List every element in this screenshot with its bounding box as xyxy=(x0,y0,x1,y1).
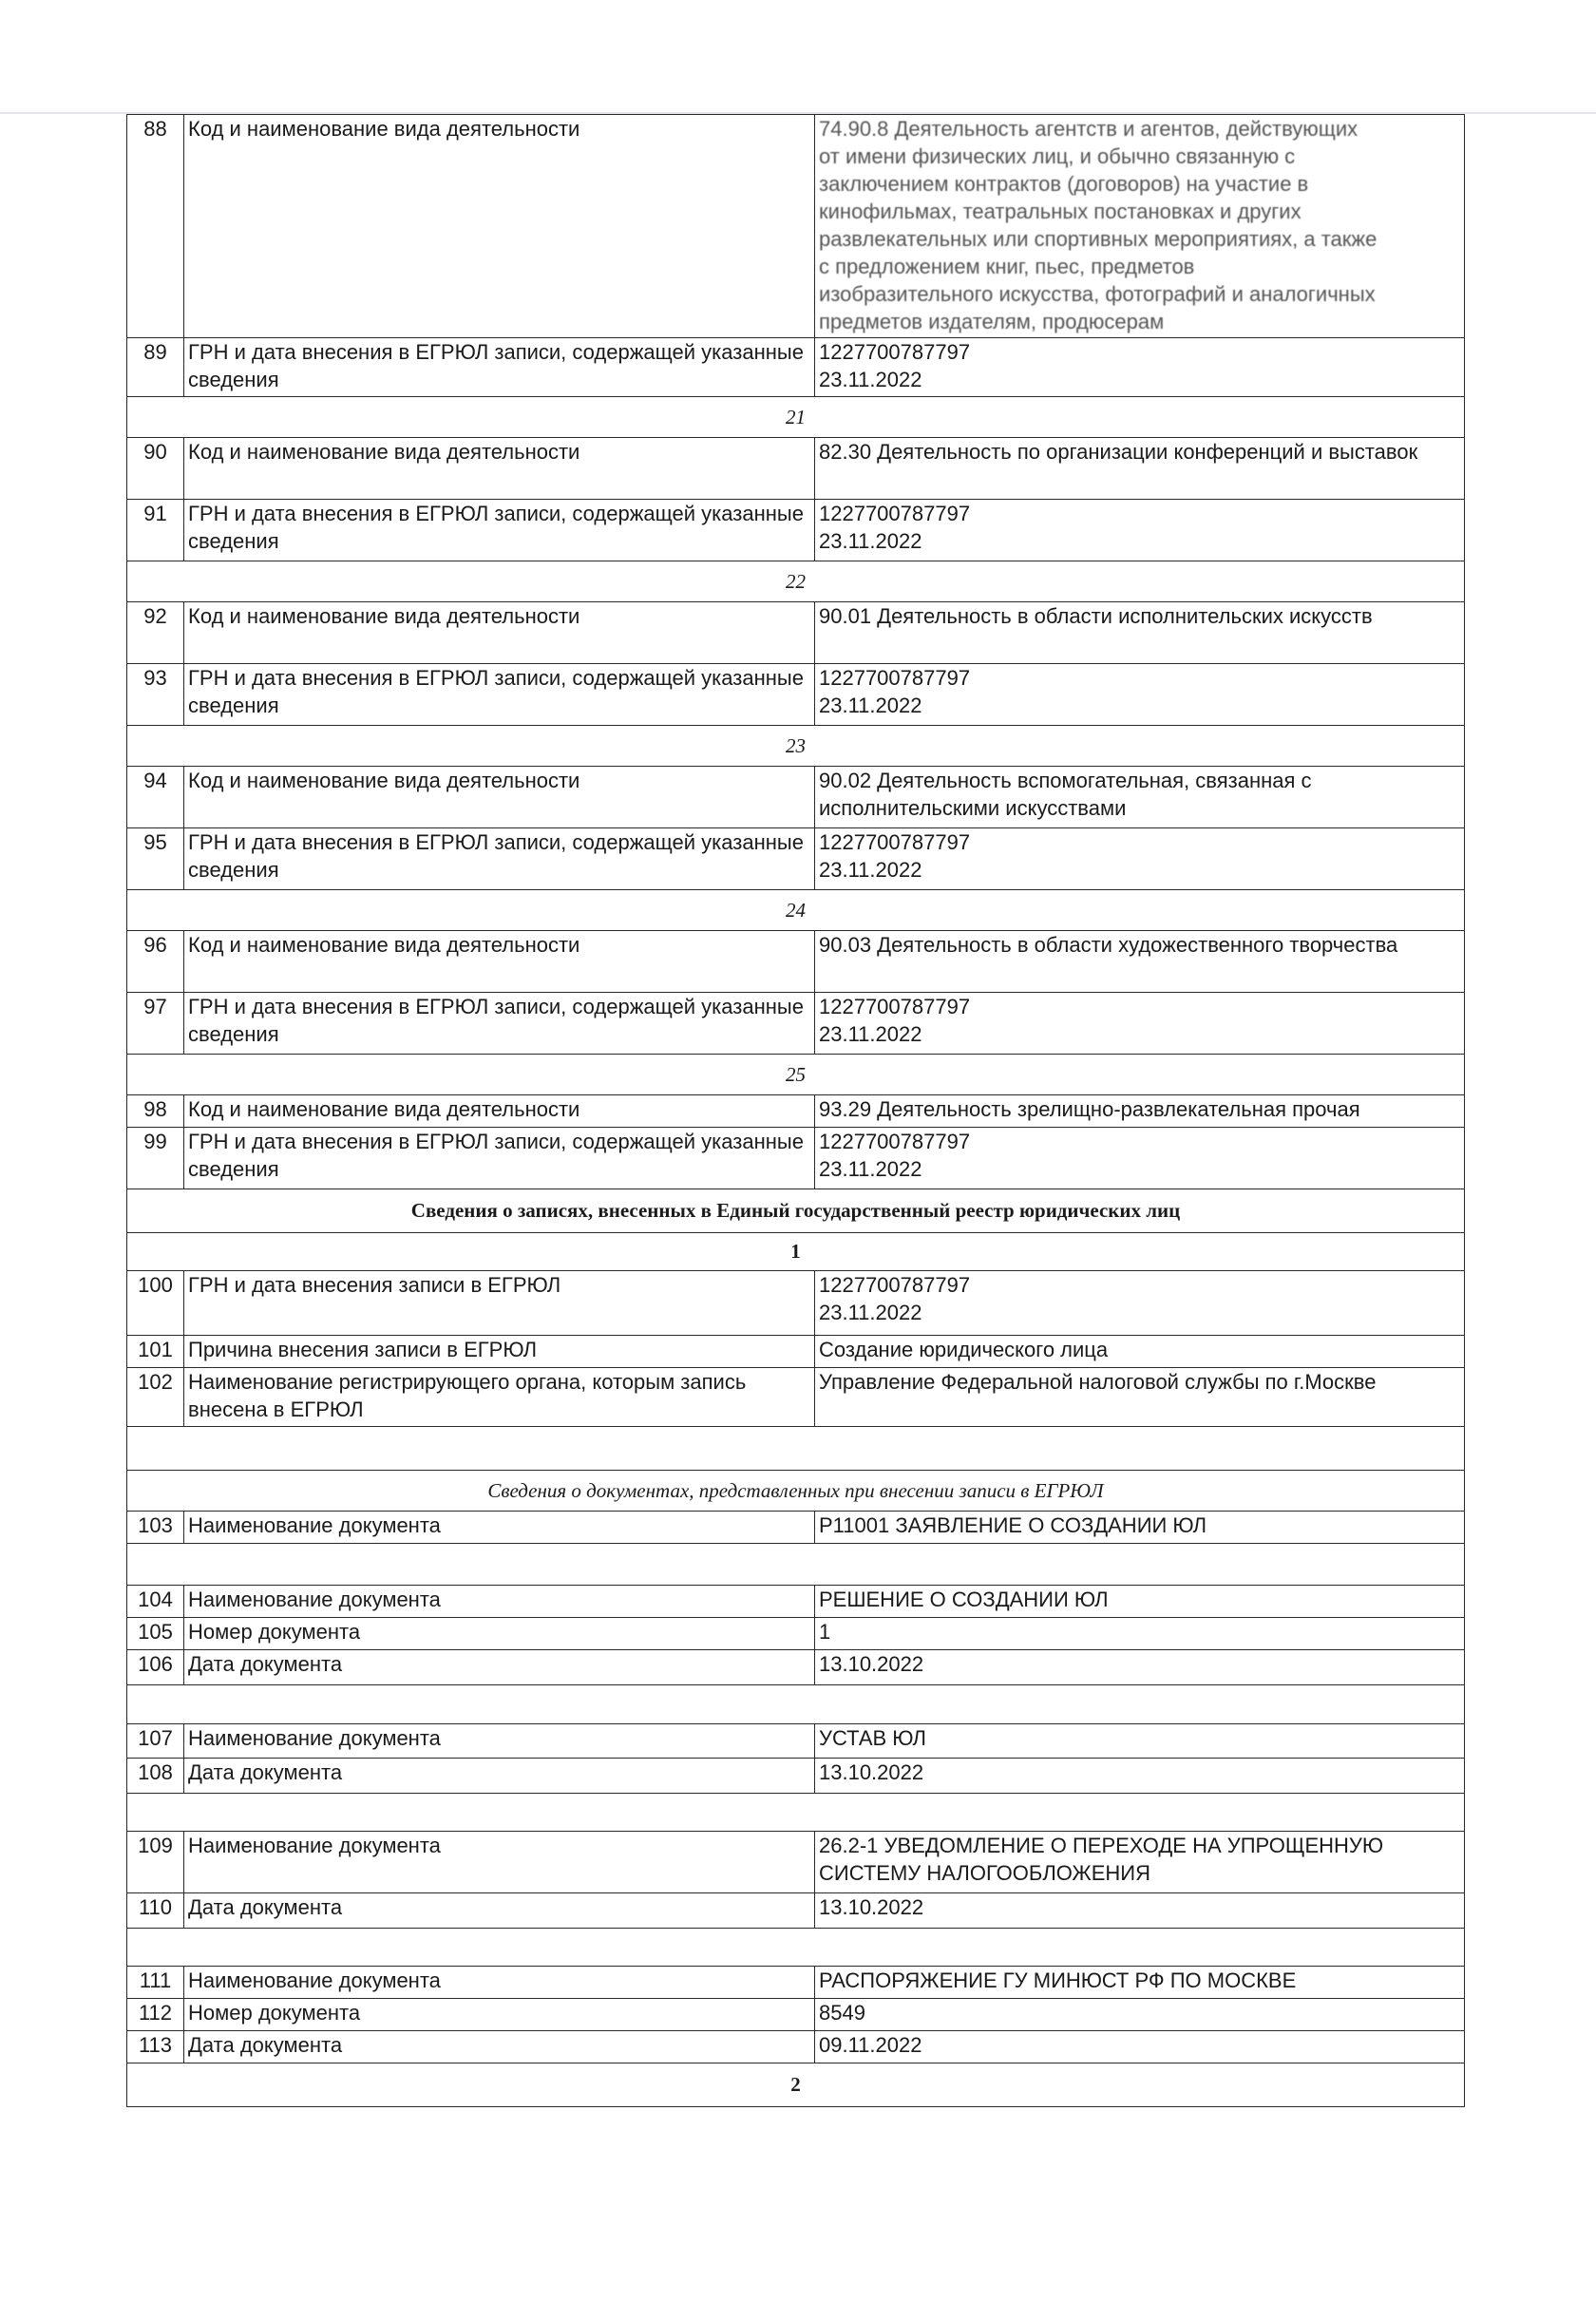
group-number-row xyxy=(127,1233,1465,1271)
field-label: Дата документа xyxy=(184,1893,815,1929)
empty-cell xyxy=(127,1685,1465,1724)
row-number: 99 xyxy=(127,1128,184,1189)
field-label: Код и наименование вида деятельности xyxy=(184,767,815,828)
egrul-extract-table xyxy=(126,114,1465,2107)
field-label: Код и наименование вида деятельности xyxy=(184,115,815,338)
row-number: 92 xyxy=(127,602,184,664)
row-number: 88 xyxy=(127,115,184,338)
field-value: Р11001 ЗАЯВЛЕНИЕ О СОЗДАНИИ ЮЛ xyxy=(815,1512,1465,1544)
field-value: 8549 xyxy=(815,1999,1465,2031)
empty-row xyxy=(127,1929,1465,1967)
table-row xyxy=(127,1128,1465,1189)
table-row xyxy=(127,931,1465,993)
field-value: 93.29 Деятельность зрелищно-развлекательная прочая xyxy=(815,1095,1465,1128)
field-value: 1227700787797 23.11.2022 xyxy=(815,828,1465,890)
row-number: 107 xyxy=(127,1724,184,1759)
field-value: 74.90.8 Деятельность агентств и агентов, действующих от имени физических лиц, и обычно связанную с заключением контрактов (договоров) на участие в кинофильмах, театральных постановках и других развлекательных или спортивных мероприятиях, а также с предложением книг, пьес, предметов изобразительного искусства, фотографий и аналогичных предметов издателям, продюсерам xyxy=(815,115,1465,338)
field-value: 1227700787797 23.11.2022 xyxy=(815,664,1465,726)
empty-cell xyxy=(127,1544,1465,1586)
empty-cell xyxy=(127,1929,1465,1967)
field-label: ГРН и дата внесения записи в ЕГРЮЛ xyxy=(184,1271,815,1336)
table-row xyxy=(127,1271,1465,1336)
field-value: 13.10.2022 xyxy=(815,1759,1465,1794)
table-row xyxy=(127,1618,1465,1650)
group-number-row xyxy=(127,2063,1465,2107)
table-row xyxy=(127,1999,1465,2031)
empty-cell xyxy=(127,1794,1465,1832)
table-row xyxy=(127,338,1465,397)
row-number: 104 xyxy=(127,1586,184,1618)
row-number: 106 xyxy=(127,1650,184,1685)
row-number: 91 xyxy=(127,500,184,561)
row-number: 89 xyxy=(127,338,184,397)
field-label: ГРН и дата внесения в ЕГРЮЛ записи, содержащей указанные сведения xyxy=(184,664,815,726)
field-label: ГРН и дата внесения в ЕГРЮЛ записи, содержащей указанные сведения xyxy=(184,1128,815,1189)
table-row xyxy=(127,1512,1465,1544)
field-value: Создание юридического лица xyxy=(815,1336,1465,1368)
field-label: Код и наименование вида деятельности xyxy=(184,1095,815,1128)
table-row xyxy=(127,1586,1465,1618)
row-number: 96 xyxy=(127,931,184,993)
row-number: 93 xyxy=(127,664,184,726)
field-value: УСТАВ ЮЛ xyxy=(815,1724,1465,1759)
field-value: 1 xyxy=(815,1618,1465,1650)
row-number: 112 xyxy=(127,1999,184,2031)
field-value: 1227700787797 23.11.2022 xyxy=(815,500,1465,561)
field-label: ГРН и дата внесения в ЕГРЮЛ записи, содержащей указанные сведения xyxy=(184,993,815,1055)
row-number: 101 xyxy=(127,1336,184,1368)
group-number: 2 xyxy=(127,2063,1465,2107)
group-number: 23 xyxy=(127,726,1465,767)
field-value: 26.2-1 УВЕДОМЛЕНИЕ О ПЕРЕХОДЕ НА УПРОЩЕННУЮ СИСТЕМУ НАЛОГООБЛОЖЕНИЯ xyxy=(815,1832,1465,1893)
field-value: 13.10.2022 xyxy=(815,1650,1465,1685)
row-number: 105 xyxy=(127,1618,184,1650)
section-heading xyxy=(127,1189,1465,1233)
row-number: 110 xyxy=(127,1893,184,1929)
field-label: Номер документа xyxy=(184,1618,815,1650)
table-row xyxy=(127,993,1465,1055)
field-value: 1227700787797 23.11.2022 xyxy=(815,1271,1465,1336)
field-value: РЕШЕНИЕ О СОЗДАНИИ ЮЛ xyxy=(815,1586,1465,1618)
section-title: Сведения о записях, внесенных в Единый государственный реестр юридических лиц xyxy=(127,1189,1465,1233)
scan-top-margin xyxy=(0,0,1596,114)
group-number: 24 xyxy=(127,890,1465,931)
table-row xyxy=(127,1724,1465,1759)
table-row xyxy=(127,1893,1465,1929)
table-row xyxy=(127,664,1465,726)
table-row xyxy=(127,1368,1465,1427)
field-value: 82.30 Деятельность по организации конференций и выставок xyxy=(815,438,1465,500)
table-row xyxy=(127,1832,1465,1893)
field-label: Дата документа xyxy=(184,2031,815,2063)
row-number: 97 xyxy=(127,993,184,1055)
field-label: Номер документа xyxy=(184,1999,815,2031)
empty-row xyxy=(127,1685,1465,1724)
field-label: Наименование регистрирующего органа, которым запись внесена в ЕГРЮЛ xyxy=(184,1368,815,1427)
row-number: 95 xyxy=(127,828,184,890)
field-label: ГРН и дата внесения в ЕГРЮЛ записи, содержащей указанные сведения xyxy=(184,828,815,890)
field-label: Наименование документа xyxy=(184,1586,815,1618)
table-row xyxy=(127,767,1465,828)
field-value: 90.01 Деятельность в области исполнительских искусств xyxy=(815,602,1465,664)
row-number: 111 xyxy=(127,1967,184,1999)
field-value: 1227700787797 23.11.2022 xyxy=(815,993,1465,1055)
row-number: 113 xyxy=(127,2031,184,2063)
table-row xyxy=(127,2031,1465,2063)
group-number: 21 xyxy=(127,397,1465,438)
table-row xyxy=(127,1336,1465,1368)
row-number: 102 xyxy=(127,1368,184,1427)
table-row xyxy=(127,1967,1465,1999)
row-number: 109 xyxy=(127,1832,184,1893)
field-label: Наименование документа xyxy=(184,1512,815,1544)
row-number: 90 xyxy=(127,438,184,500)
row-number: 103 xyxy=(127,1512,184,1544)
field-label: Дата документа xyxy=(184,1650,815,1685)
table-row xyxy=(127,602,1465,664)
subsection-title: Сведения о документах, представленных при внесении записи в ЕГРЮЛ xyxy=(127,1471,1465,1512)
table-row xyxy=(127,438,1465,500)
group-number-row xyxy=(127,397,1465,438)
field-value: 90.03 Деятельность в области художественного творчества xyxy=(815,931,1465,993)
empty-row xyxy=(127,1794,1465,1832)
field-label: Наименование документа xyxy=(184,1832,815,1893)
table-row xyxy=(127,1759,1465,1794)
field-label: Дата документа xyxy=(184,1759,815,1794)
field-label: ГРН и дата внесения в ЕГРЮЛ записи, содержащей указанные сведения xyxy=(184,500,815,561)
empty-row xyxy=(127,1544,1465,1586)
row-number: 100 xyxy=(127,1271,184,1336)
field-label: Наименование документа xyxy=(184,1967,815,1999)
field-label: Причина внесения записи в ЕГРЮЛ xyxy=(184,1336,815,1368)
field-value: 1227700787797 23.11.2022 xyxy=(815,338,1465,397)
field-value: РАСПОРЯЖЕНИЕ ГУ МИНЮСТ РФ ПО МОСКВЕ xyxy=(815,1967,1465,1999)
field-label: Наименование документа xyxy=(184,1724,815,1759)
group-number: 25 xyxy=(127,1055,1465,1095)
group-number-row xyxy=(127,726,1465,767)
field-value: Управление Федеральной налоговой службы по г.Москве xyxy=(815,1368,1465,1427)
table-row xyxy=(127,500,1465,561)
field-label: Код и наименование вида деятельности xyxy=(184,438,815,500)
field-value: 09.11.2022 xyxy=(815,2031,1465,2063)
field-value: 13.10.2022 xyxy=(815,1893,1465,1929)
empty-row xyxy=(127,1427,1465,1471)
empty-cell xyxy=(127,1427,1465,1471)
field-label: Код и наименование вида деятельности xyxy=(184,602,815,664)
field-label: Код и наименование вида деятельности xyxy=(184,931,815,993)
group-number-row xyxy=(127,561,1465,602)
row-number: 98 xyxy=(127,1095,184,1128)
row-number: 94 xyxy=(127,767,184,828)
field-value: 1227700787797 23.11.2022 xyxy=(815,1128,1465,1189)
subsection-heading xyxy=(127,1471,1465,1512)
table-row xyxy=(127,1650,1465,1685)
group-number-row xyxy=(127,890,1465,931)
table-row xyxy=(127,828,1465,890)
field-value: 90.02 Деятельность вспомогательная, связанная с исполнительскими искусствами xyxy=(815,767,1465,828)
row-number: 108 xyxy=(127,1759,184,1794)
field-label: ГРН и дата внесения в ЕГРЮЛ записи, содержащей указанные сведения xyxy=(184,338,815,397)
group-number: 1 xyxy=(127,1233,1465,1271)
group-number: 22 xyxy=(127,561,1465,602)
group-number-row xyxy=(127,1055,1465,1095)
table-row xyxy=(127,115,1465,338)
table-row xyxy=(127,1095,1465,1128)
